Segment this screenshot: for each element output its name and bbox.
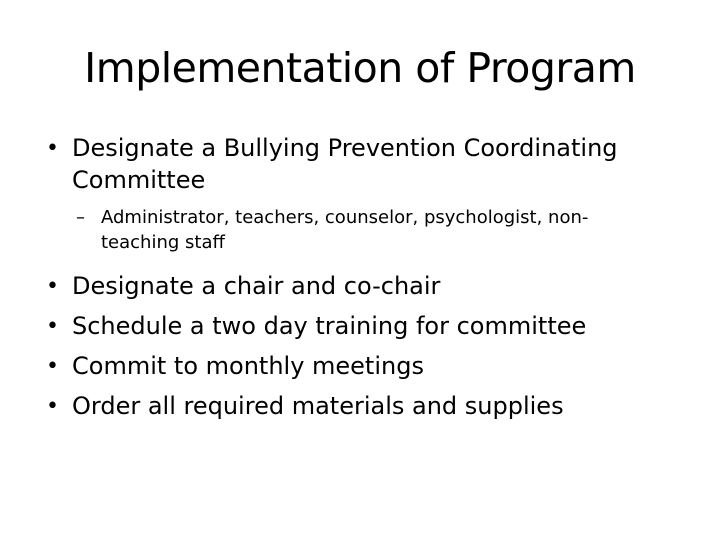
bullet-text: Designate a chair and co-chair: [72, 272, 441, 300]
bullet-item-training: [46, 310, 666, 344]
slide-title: Implementation of Program: [84, 44, 636, 92]
bullet-text: Schedule a two day training for committee: [72, 312, 587, 340]
bullet-marker: •: [46, 394, 59, 419]
bullet-item-materials: [46, 390, 666, 424]
bullet-item-chair: [46, 270, 666, 304]
bullet-item-committee: [46, 132, 666, 202]
bullet-marker: •: [46, 314, 59, 339]
bullet-item-meetings: [46, 350, 666, 384]
bullet-marker: •: [46, 274, 59, 299]
sub-bullet-marker: –: [76, 207, 85, 228]
bullet-marker: •: [46, 354, 59, 379]
sub-bullet-item-members: [76, 205, 656, 261]
bullet-text: Order all required materials and supplies: [72, 392, 564, 420]
bullet-text: Commit to monthly meetings: [72, 352, 424, 380]
bullet-marker: •: [46, 136, 59, 161]
bullet-text: Designate a Bullying Prevention Coordinating Committee: [72, 134, 618, 194]
sub-bullet-text: Administrator, teachers, counselor, psychologist, non-teaching staff: [101, 207, 589, 253]
